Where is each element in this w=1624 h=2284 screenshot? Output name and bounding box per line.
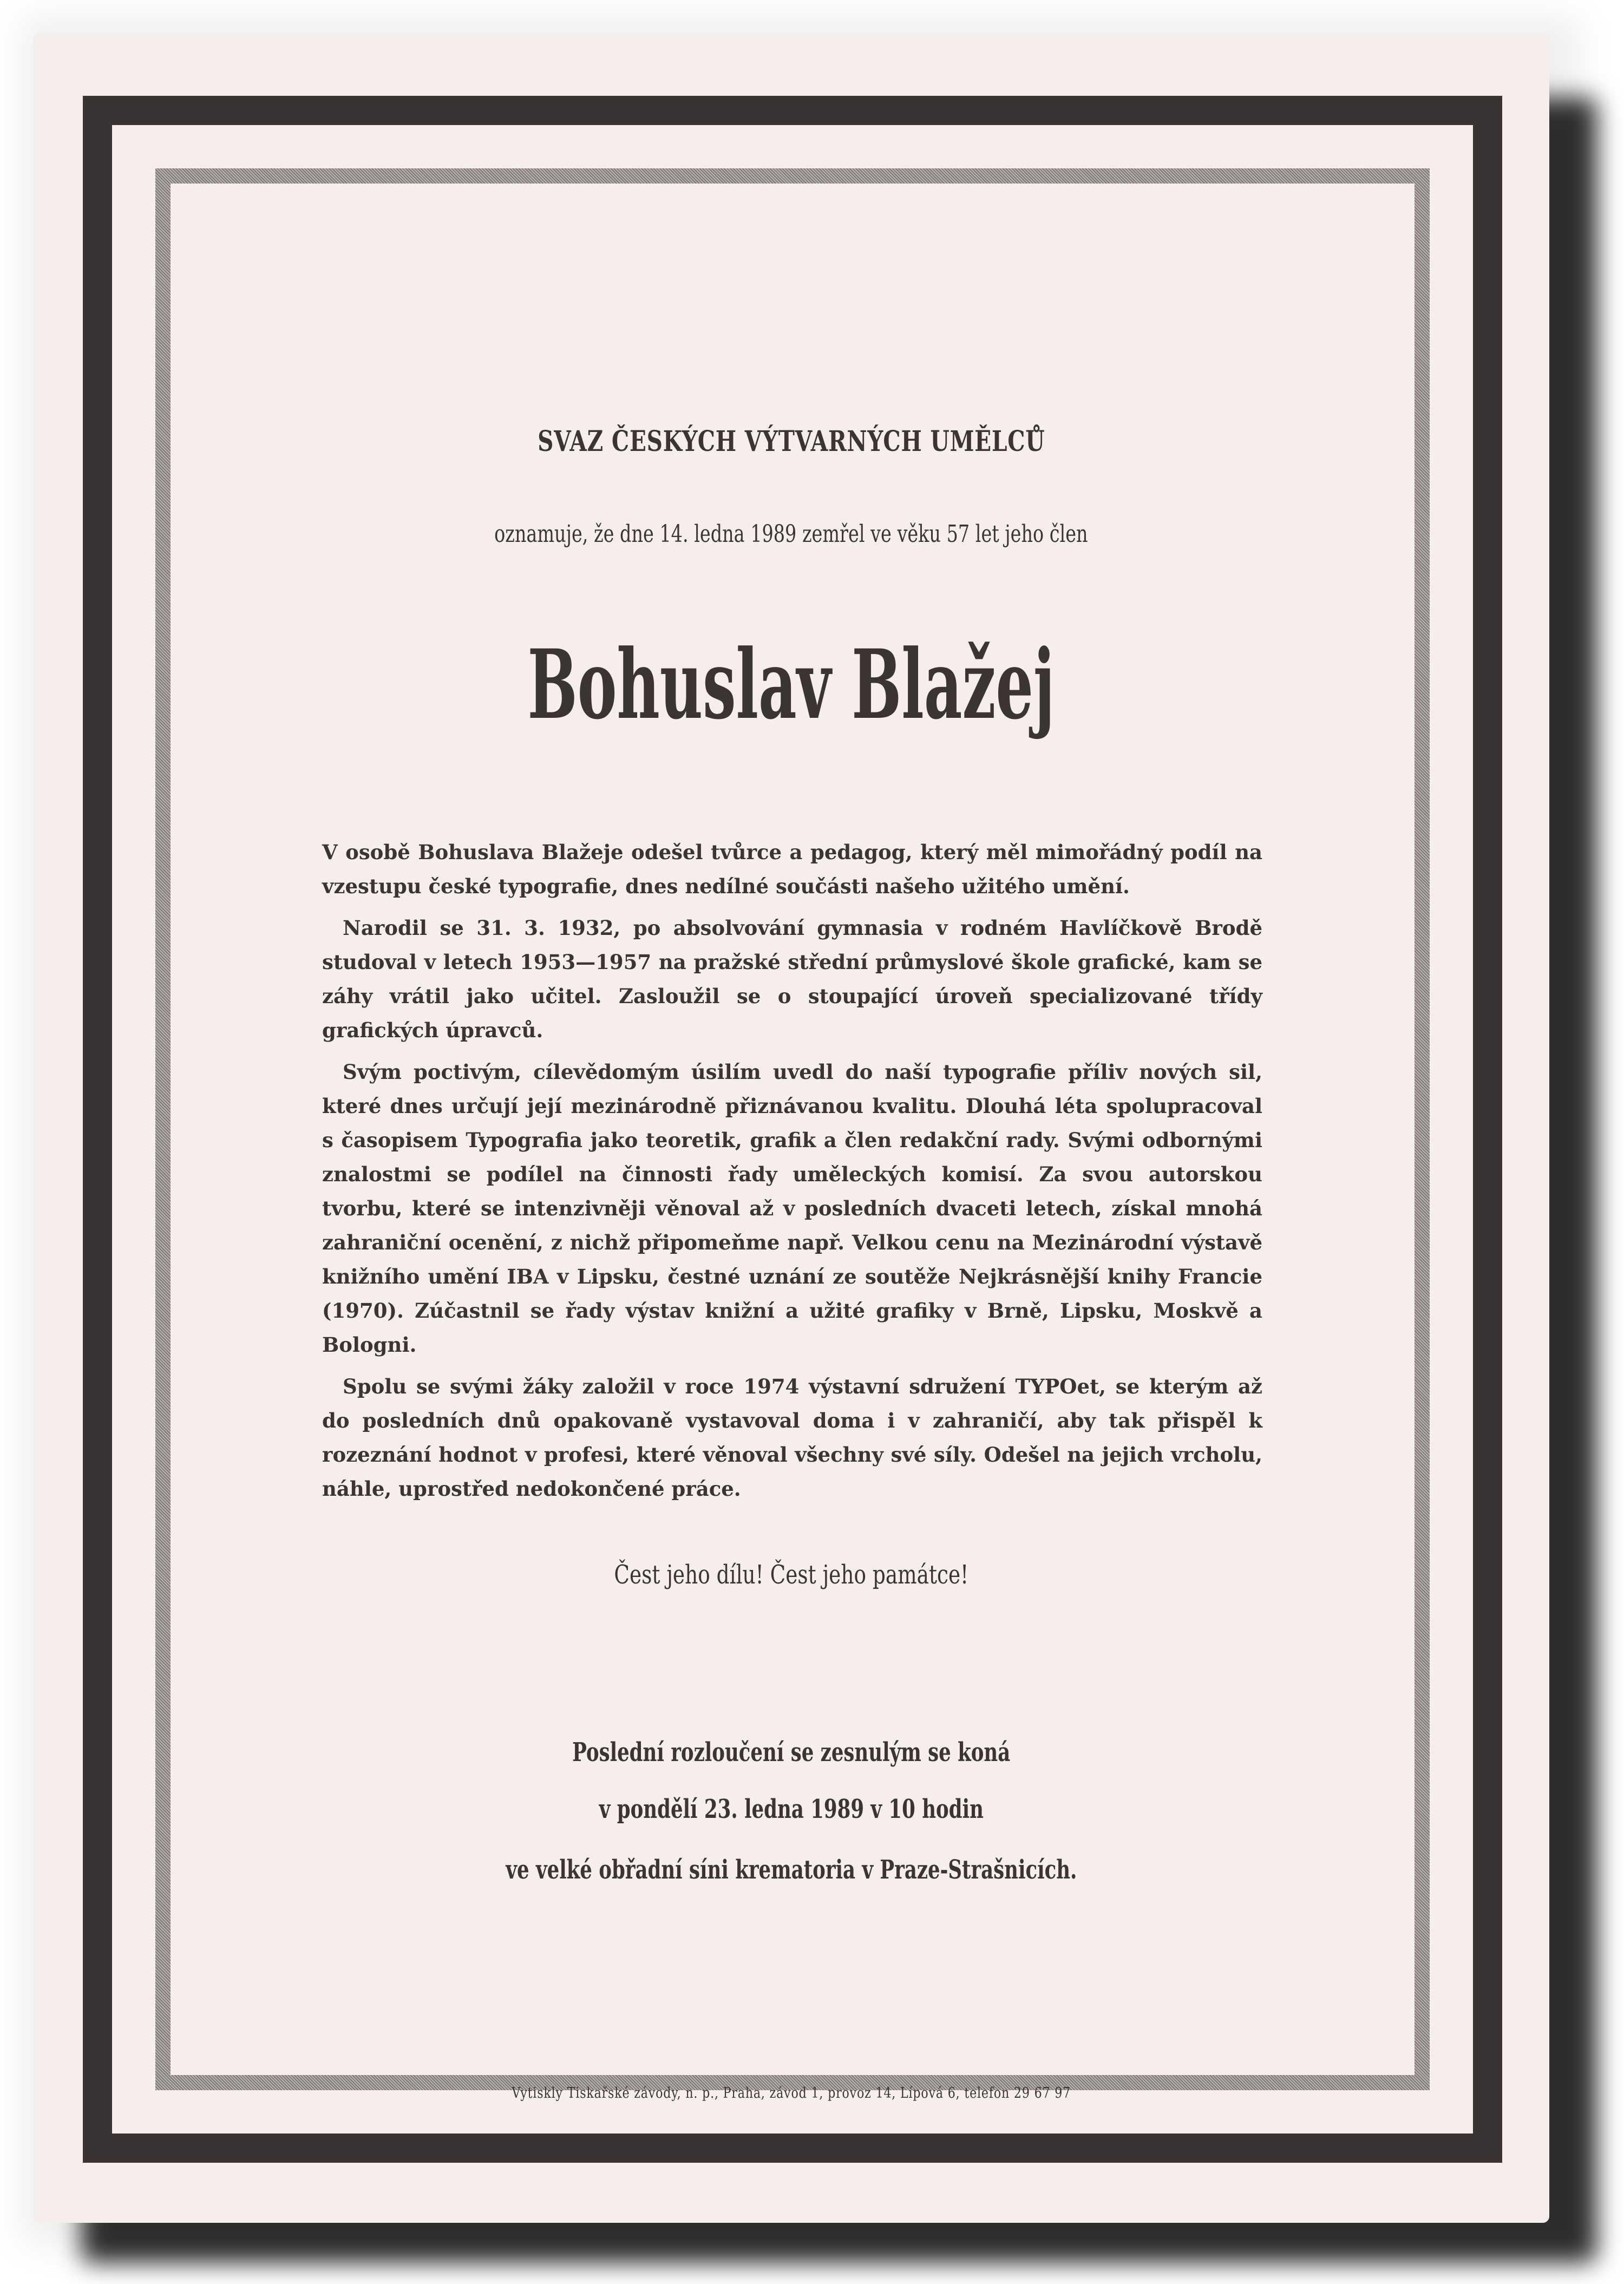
biography-paragraph: Narodil se 31. 3. 1932, po absolvování gymnasia v rodném Havlíčkově Brodě studoval v letech 1953—1957 na pražské střední průmyslové škole grafické, kam se záhy vrátil jako učitel. Zasloužil se o stoupající úroveň specializované třídy grafických úpravců. <box>322 916 1262 1042</box>
organization-heading <box>33 425 1549 458</box>
farewell-date-time: v pondělí 23. ledna 1989 v 10 hodin <box>599 1794 984 1824</box>
biography-text <box>322 835 1262 1514</box>
tribute-line <box>33 1560 1549 1590</box>
notice-content <box>33 33 1549 2223</box>
printer-imprint-text: Vytiskly Tiskařské závody, n. p., Praha, závod 1, provoz 14, Lípová 6, telefon 29 67 97 <box>512 2085 1071 2102</box>
biography-paragraph: Svým poctivým, cílevědomým úsilím uvedl do naší typografie příliv nových sil, které dnes určují její mezinárodně přiznávanou kvalitu. Dlouhá léta spolupracoval s časopisem Typografia jako teoretik, grafik a člen redakční rady. Svými odbornými znalostmi se podílel na činnosti řady uměleckých komisí. Za svou autorskou tvorbu, které se intenzivněji věnoval až v posledních dvaceti letech, získal mnohá zahraniční ocenění, z nichž připomeňme např. Velkou cenu na Mezinárodní výstavě knižního umění IBA v Lipsku, čestné uznání ze soutěže Nejkrásnější knihy Francie (1970). Zúčastnil se řady výstav knižní a užité grafiky v Brně, Lipsku, Moskvě a Bologni. <box>322 1060 1262 1357</box>
farewell-line-3 <box>33 1855 1549 1885</box>
obituary-sheet <box>33 33 1549 2223</box>
farewell-line-2 <box>33 1794 1549 1824</box>
farewell-location: ve velké obřadní síni krematoria v Praze-Strašnicích. <box>505 1855 1077 1885</box>
deceased-name-heading <box>33 629 1549 741</box>
biography-paragraph: V osobě Bohuslava Blažeje odešel tvůrce a pedagog, který měl mimořádný podíl na vzestupu české typografie, dnes nedílné součásti našeho užitého umění. <box>322 840 1262 898</box>
printer-imprint <box>33 2085 1549 2102</box>
biography-paragraph: Spolu se svými žáky založil v roce 1974 výstavní sdružení TYPOet, se kterým až do posledních dnů opakovaně vystavoval doma i v zahraničí, aby tak přispěl k rozeznání hodnot v profesi, které věnoval všechny své síly. Odešel na jejich vrcholu, náhle, uprostřed nedokončené práce. <box>322 1375 1262 1501</box>
farewell-text-1: Poslední rozloučení se zesnulým se koná <box>572 1737 1011 1768</box>
organization-name: SVAZ ČESKÝCH VÝTVARNÝCH UMĚLCŮ <box>537 425 1045 458</box>
announcement-line <box>33 520 1549 548</box>
announcement-text: oznamuje, že dne 14. ledna 1989 zemřel ve věku 57 let jeho člen <box>494 520 1088 548</box>
tribute-text: Čest jeho dílu! Čest jeho památce! <box>614 1560 968 1590</box>
farewell-line-1 <box>33 1737 1549 1768</box>
deceased-name: Bohuslav Blažej <box>527 629 1055 741</box>
